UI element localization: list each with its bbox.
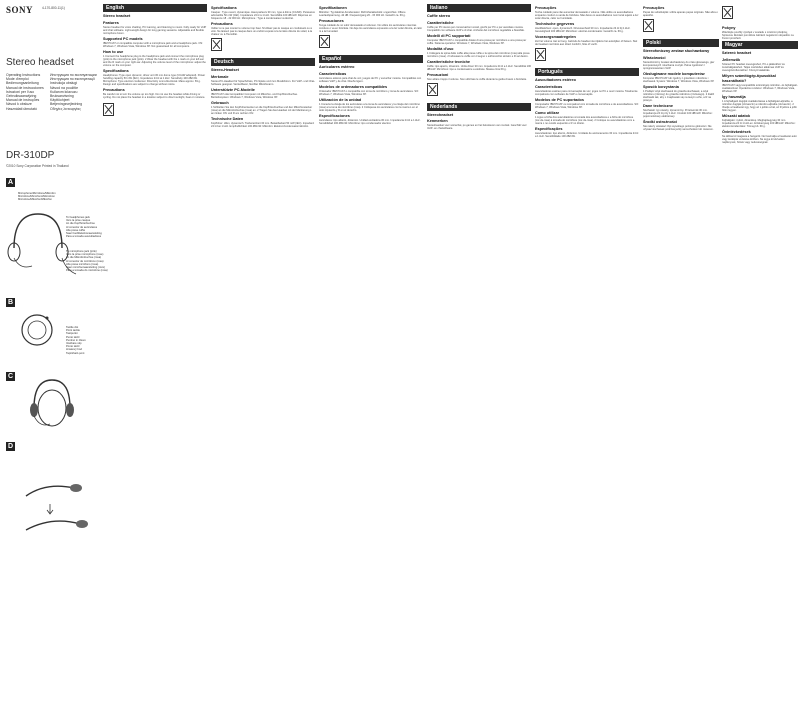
section-heading: How to use xyxy=(103,49,124,54)
figure-label: Tastpunkt xyxy=(66,332,78,336)
section-text: Computer IBM PC/AT o compatibile dotato di una presa per microfono e una presa per cuffie. Sistema operativo: Windows 7, Windows Vista, Windows XP. xyxy=(427,38,527,45)
section-text: Ordenador IBM PC/AT o compatible con toma de micrófono y toma de auriculares. SO: Windows 7, Windows Vista, Windows XP. xyxy=(319,89,419,96)
model-number: DR-310DP xyxy=(6,150,55,161)
document-reference: 4-170-800-11(1) xyxy=(42,6,65,10)
section-heading: Precautions xyxy=(103,88,125,93)
language-item: Betjeningsvejledning xyxy=(50,102,83,107)
section-heading: Stereo headset xyxy=(103,14,131,18)
figure-label: Para a tomada do microfone (rosa) xyxy=(66,269,108,273)
section-heading: Unterstützte PC-Modelle xyxy=(211,87,255,92)
figure-letter-c: C xyxy=(7,373,14,380)
brand-logo: SONY xyxy=(6,5,34,15)
section-heading: Precauzioni xyxy=(427,72,449,77)
section-heading: Dane techniczne xyxy=(643,104,673,109)
section-text: Stereo headset for voice chatting, PC Gaming, and listening to music. Fully ready for VoIP and chat software. Light-weight design for long gaming sessions. Adjustable and flexible microphone boom. xyxy=(103,25,207,35)
figure-label: Naar microfoonaansluiting (roze) xyxy=(66,266,105,270)
language-item: Istruzioni per l'uso xyxy=(6,89,35,94)
figure-label: Hmatový bod xyxy=(66,348,82,352)
section-heading: Como utilizar xyxy=(535,110,560,115)
section-text: Zet het volume niet te hoog. Gebruik de headset niet tijdens het autorijden of fietsen. Stel de headset niet bloot aan direct zonlicht, hitte of vocht. xyxy=(535,39,638,46)
section-heading: Specifications xyxy=(103,69,129,74)
language-item: Mode d'emploi xyxy=(6,77,29,82)
section-heading: Precauciones xyxy=(319,18,344,23)
language-item: Kullanım kılavuzu xyxy=(50,89,78,94)
section-text: Auriculares estéreo para chat de voz, juegos de PC y escuchar música. Compatibles con software VoIP y de chat. Diseño ligero. xyxy=(319,76,422,83)
section-text: Ne állítsa túl magasra a hangerőt. Ne használja a headsetet autó vagy kerékpár vezetése közben. Ne tegye ki közvetlen napfénynek, hőnek vagy nedvességnek. xyxy=(722,134,797,145)
figure-label: Microfone/Mikrofon/Mikrofon xyxy=(18,198,52,202)
section-heading: Milyen számítógép-típusokkal használható? xyxy=(722,73,776,83)
weee-bin-icon xyxy=(211,38,222,51)
section-text: Veillez à ne pas monter le volume trop haut. N'utilisez pas le casque en conduisant ou à vélo. Ne laissez pas le casque dans un endroit exposé à la lumière directe du soleil, à la chaleur ou à l'humidité. xyxy=(211,26,313,37)
figure-label: To microphone jack (pink) xyxy=(66,250,97,253)
language-list-right xyxy=(50,73,97,111)
section-heading: Cuffie stereo xyxy=(427,14,451,18)
section-heading: Features xyxy=(103,20,119,25)
language-item: Instrukcja obsługi xyxy=(50,81,78,86)
section-heading: Technische gegevens xyxy=(535,22,575,27)
language-heading: Magyar xyxy=(722,41,798,49)
language-heading: English xyxy=(103,4,207,12)
section-heading: Sposób korzystania xyxy=(643,84,679,89)
weee-bin-icon xyxy=(722,6,733,19)
section-text: Casque : Type ouvert, dynamique. Haut-parleurs 30 mm, type à dôme (CCAW). Puissance admissible 50 mW (CEI). Impédance 24 Ω à 1 kHz. Sensibilité 100 dB/mW. Réponse en fréquence 18 - 22 000 Hz. Microphone : Type à condensateur à électret. xyxy=(211,10,315,20)
section-text: 1 A fejhallgató dugóját csatlakoztassa a fejhallgató-aljzatba, a mikrofon dugóját (rózsaszín) a mikrofon-aljzatba (rózsaszín). 2 Viselje a headsetet úgy, hogy az L jelzés a bal, az R jelzés a jobb fülén legyen. xyxy=(722,99,797,112)
language-item: Bedienungsanleitung xyxy=(6,81,39,86)
section-text: Słuchawki: typ otwarty, dynamiczny. Przetwornik 30 mm. Impedancja 24 Ω przy 1 kHz. Czułość 100 dB/mW. Mikrofon: pojemnościowy elektretowy. xyxy=(643,108,713,118)
figure-d xyxy=(6,442,94,562)
figure-label: Punto táctil xyxy=(66,335,80,339)
language-item: Operating Instructions xyxy=(6,73,41,77)
section-text: Non alzare troppo il volume. Non utilizzare le cuffie durante la guida di auto o biciclette. xyxy=(427,77,527,81)
copyright: ©2010 Sony Corporation Printed in Thailand xyxy=(6,164,69,168)
language-item: Инструкция по експлуатації xyxy=(50,77,95,82)
section-text: IBM PC/AT oder kompatibler Computer mit Mikrofon- und Kopfhörerbuchse. Betriebssystem: Windows 7, Windows Vista, Windows XP. xyxy=(211,92,298,99)
section-text: Computador IBM PC/AT ou compatível com tomada de microfone e de auscultadores. SO: Windows 7, Windows Vista, Windows XP. xyxy=(535,102,639,109)
language-item: Manual de instrucciones xyxy=(6,85,44,90)
language-heading: Deutsch xyxy=(211,58,315,66)
language-heading: Español xyxy=(319,55,423,63)
language-heading: Português xyxy=(535,68,639,76)
section-heading: Stereoheadset xyxy=(427,112,454,117)
figure-label: To headphones jack xyxy=(66,216,90,219)
column-7 xyxy=(722,4,798,707)
column-4 xyxy=(427,4,531,707)
figure-label: Tapintható pont xyxy=(66,351,85,355)
language-item: Gebruiksaanwijzing xyxy=(6,94,37,99)
section-heading: Especificações xyxy=(535,126,563,131)
figure-label: Voelbare stip xyxy=(66,342,82,346)
section-heading: Modelli di PC supportati xyxy=(427,33,471,38)
section-text: IBM PC/AT vagy kompatibilis számítógép mikrofon- és fejhallgató-csatlakozóval. Operációs rendszer: Windows 7, Windows Vista, Windows XP. xyxy=(722,83,798,93)
figure-label: Naar hoofdtelefoonaansluiting xyxy=(66,232,102,236)
section-text: Kopfhörer: offen, dynamisch. Treibereinheit 30 mm. Belastbarkeit 50 mW (IEC). Impedanz 24 Ω bei 1 kHz. Empfindlichkeit 100 dB/mW. Mikrofon: Elektret-Kondensatormikrofon. xyxy=(211,121,315,128)
section-heading: Műszaki adatok xyxy=(722,114,751,118)
section-heading: Características xyxy=(319,71,347,76)
figure-label: Vers la prise casque xyxy=(66,219,91,223)
figure-label: Microphone/Microfone/Mikrofon xyxy=(18,192,56,195)
section-heading: Spécifications xyxy=(211,6,237,10)
section-heading: Modalità d'uso xyxy=(427,46,454,51)
section-text: 1 Podłącz wtyk słuchawek do gniazda słuchawek, a wtyk mikrofonu (różowy) do gniazda mikrofonu (różowego). 2 Załóż słuchawki tak, aby L znajdowało się na lewym uchu, a R na prawym. xyxy=(643,89,715,102)
section-text: Cuffie per PC stereo per conversazioni vocali, giochi per PC e per ascoltare musica. Compatibili con software VoIP e di chat. Archetto del microfono regolabile e flessibile. xyxy=(427,25,525,32)
tactile-dot-icon xyxy=(46,317,49,320)
language-item: Käyttöohjeet xyxy=(50,98,70,103)
section-text: Stereofoniczny zestaw słuchawkowy do czatu głosowego, gier komputerowych i słuchania muzyki. Pełna zgodność z oprogramowaniem VoIP. xyxy=(643,60,715,70)
section-heading: Modelos de ordenadores compatibles xyxy=(319,84,388,89)
section-heading: Utilización de la unidad xyxy=(319,97,362,102)
section-heading: Précautions xyxy=(211,22,233,27)
weee-bin-icon xyxy=(535,48,546,61)
figure-letter-d: D xyxy=(7,443,14,450)
figure-a xyxy=(6,178,108,278)
figure-label: Ponto táctil xyxy=(66,345,80,349)
section-text: 1 Conecte la clavija de los auriculares a la toma de auriculares y la clavija del micrófono (rosa) a la toma de micrófono (rosa). 2 Colóquese los auriculares con la marca L en el oído izquierdo y R en el derecho. xyxy=(319,102,420,112)
section-text: Mikrofon: Typ Elektret-Kondensator. Richtcharakteristik: ungerichtet. Offene Leerlaufspannung -42 dB. Frequenzgang 20 - 15 000 Hz. Gewicht ca. 69 g. xyxy=(319,10,406,17)
section-heading: Pokyny xyxy=(722,26,736,30)
figure-label: Para a tomada auscultadores xyxy=(66,235,102,239)
section-heading: Właściwości xyxy=(643,55,666,60)
language-heading: Polski xyxy=(643,39,719,47)
section-heading: Características xyxy=(535,84,563,89)
figure-label: Puntino in rilievo xyxy=(66,338,86,342)
figure-label: Al conector de auriculares xyxy=(66,225,98,229)
figure-letter-b: B xyxy=(7,299,14,306)
section-heading: Stereo-Headset xyxy=(211,68,239,73)
section-text: Stereo-PC-Headset für Sprachchats, PC-Spiele und zum Musikhören. Für VoIP- und Chat-Software geeignet. Verstellbarer, flexibler Mikrofonarm. xyxy=(211,79,315,86)
language-item: Инструкция по эксплуатации xyxy=(50,73,97,77)
weee-bin-icon xyxy=(103,103,114,116)
language-item: Οδηγίες λειτουργίας xyxy=(50,106,81,111)
section-text: Sztereó PC headset csevegéshez, PC-s játékokhoz és zenehallgatáshoz. Teljes mértékben alkalmas VoIP és csevegőszoftverekhez. Könnyű kialakítás. xyxy=(722,62,785,72)
figure-c xyxy=(6,372,94,432)
figure-b xyxy=(6,298,94,358)
section-heading: Especificaciones xyxy=(319,113,350,118)
section-text: Fejhallgató: nyitott, dinamikus. Meghajtóegység 30 mm. Impedancia 24 Ω 1 kHz-en. Érzékenység 100 dB/mW. Mikrofon: elektret kondenzátor. Tömeg kb. 69 g. xyxy=(722,118,796,128)
section-text: Tenha cuidado para não aumentar demasiado o volume. Não utilize os auscultadores enquanto conduz ou anda de bicicleta. Não deixe os auscultadores num local sujeito a luz solar directa, calor ou humidade. xyxy=(535,10,639,20)
section-text: Komputer IBM PC/AT lub zgodny z gniazdem mikrofonu i słuchawek. System: Windows 7, Windows Vista, Windows XP. xyxy=(643,76,715,83)
figure-label: Micrófono/Microfono/Microfoon xyxy=(18,195,55,199)
wearing-headset-illustration xyxy=(22,374,82,432)
section-text: Cuffie: tipo aperto, dinamico. Unità driver 30 mm. Impedenza 24 Ω a 1 kHz. Sensibilità 100 dB/mW. Microfono: tipo a condensatore a elettrete. Massa circa 69 g. xyxy=(427,64,531,71)
figure-label: Tactile dot xyxy=(66,326,79,329)
language-item: Návod na použitie xyxy=(50,85,79,90)
section-text: Headphones: Type open dynamic, driver unit 30 mm dome type (CCAW adopted). Power handling capacity 50 mW (IEC). Impedance 24 Ω at 1 kHz. Sensitivity 100 dB/mW. Microphone: Type electret condenser. Directivity omni-directional. Mass approx. 69 g. Design and specifications are subject to change without notice. xyxy=(103,73,206,87)
section-heading: Modelos de PC suportados xyxy=(535,97,584,102)
language-heading: Italiano xyxy=(427,4,531,12)
section-text: IBM PC/AT or compatible computer with a microphone jack and a headphone jack. OS: Windows 7, Windows Vista, Windows XP. Not guaranteed for all computers. xyxy=(103,41,203,48)
figure-label: An die Kopfhörerbuchse xyxy=(66,222,95,226)
section-heading: Kenmerken xyxy=(427,119,448,124)
section-heading: Precauções xyxy=(643,6,665,10)
section-heading: Spezifikationen xyxy=(319,6,347,10)
section-text: Nie należy ustawiać zbyt wysokiego poziomu głośności. Nie używać słuchawek podczas jazdy samochodem lub rowerem. xyxy=(643,124,714,131)
product-title: Stereo headset xyxy=(6,57,74,68)
section-heading: Auriculares estéreo xyxy=(319,65,355,70)
section-heading: Így használja xyxy=(722,94,746,99)
language-item: Návod k obsluze xyxy=(6,102,32,107)
section-text: Stereoheadset voor voicechat, pc-games en het beluisteren van muziek. Geschikt voor VoIP- en chatsoftware. xyxy=(427,124,527,131)
section-heading: Voorzorgsmaatregelen xyxy=(535,35,576,40)
language-list-left xyxy=(6,73,44,111)
figure-letter-a: A xyxy=(7,179,14,186)
section-text: Zlikvidujte použitý výrobek v souladu s místními předpisy. Správnou likvidací pomůžete zabránit negativním dopadům na životní prostředí. xyxy=(722,30,794,40)
language-item: Használati útmutató xyxy=(6,106,37,111)
microphone-adjust-illustration xyxy=(16,446,94,556)
earpiece-illustration xyxy=(16,304,58,354)
column-6 xyxy=(643,4,719,707)
section-heading: Środki ostrożności xyxy=(643,120,678,125)
language-item: Bruksanvisning xyxy=(50,94,74,99)
figure-label: Vers la prise microphone (rose) xyxy=(66,253,104,257)
section-text: Tenga cuidado de no subir demasiado el volumen. No utilice los auriculares mientras conduce o va en bicicleta. No deje los auriculares expuestos a la luz solar directa, al calor ni a la humedad. xyxy=(319,23,423,33)
section-heading: Stereofoniczny zestaw słuchawkowy xyxy=(643,48,710,53)
section-heading: Precauções xyxy=(535,6,557,10)
section-text: 1 Connect the headphone plug to the headphone jack and connect the microphone plug (pink) to the microphone jack (pink). 2 Wear the headset with the L mark on your left ear and the R mark on your right ear. Adjusting the volume level of the microphone: adjust the volume on the computer. xyxy=(103,54,206,67)
section-heading: Obsługiwane modele komputerów xyxy=(643,71,705,76)
language-item: Manual de instruções xyxy=(6,98,40,103)
figure-label: Alla presa microfono (rosa) xyxy=(66,262,99,266)
section-heading: Óvintézkedések xyxy=(722,130,751,135)
section-heading: Supported PC models xyxy=(103,36,143,41)
section-text: Auscultadores estéreo para conversação de voz, jogos no PC e ouvir música. Totalmente compatíveis com software de VoIP e conversação. xyxy=(535,89,638,96)
section-heading: Jellemzők xyxy=(722,57,741,62)
section-text: Auriculares: tipo abierto, dinámico. Unidad excitadora 30 mm. Impedancia 24 Ω a 1 kHz. Sensibilidad 100 dB/mW. Micrófono: tipo condensador electret. xyxy=(319,118,421,125)
section-heading: Auscultadores estéreo xyxy=(535,78,576,83)
figure-label: An die Mikrofonbuchse (rosa) xyxy=(66,256,102,260)
section-heading: Gebrauch xyxy=(211,100,229,105)
column-2 xyxy=(211,4,315,707)
section-heading: Sztereó headset xyxy=(722,51,752,56)
section-heading: Caratteristiche xyxy=(427,20,454,25)
section-text: Auscultadores: tipo aberto, dinâmico. Unidade de accionamento 30 mm. Impedância 24 Ω a 1 kHz. Sensibilidade 100 dB/mW. xyxy=(535,131,639,138)
column-1 xyxy=(103,4,207,707)
section-heading: Technische Daten xyxy=(211,117,244,121)
section-text: Hoofdtelefoon: open, dynamisch. Drivereenheid 30 mm. Impedantie 24 Ω bij 1 kHz. Gevoeligheid 100 dB/mW. Microfoon: electret-condensator. Gewicht ca. 69 g. xyxy=(535,26,631,33)
section-text: 1 Ligue a ficha dos auscultadores à tomada dos auscultadores e a ficha do microfone (cor-de-rosa) à tomada do microfone (cor-de-rosa). 2 Coloque os auscultadores com a marca L no ouvido esquerdo e R no direito. xyxy=(535,115,635,125)
weee-bin-icon xyxy=(643,19,654,32)
figure-label: Point tactile xyxy=(66,329,80,333)
column-3 xyxy=(319,4,423,707)
figure-label: Al conector de micrófono (rosa) xyxy=(66,259,104,263)
language-heading: Nederlands xyxy=(427,103,531,111)
section-text: 1 Collegare la spina delle cuffie alla presa cuffie e la spina del microfono (rosa) alla presa microfono (rosa). 2 Indossare le cuffie con il segno L sull'orecchio sinistro e R sul destro. xyxy=(427,51,530,58)
section-text: Be careful not to turn the volume up too high. Do not use the headset while driving or cycling. Do not place the headset in a location subject to direct sunlight, heat or moisture. xyxy=(103,93,206,100)
section-text: 1 Schließen Sie den Kopfhörerstecker an die Kopfhörerbuchse und den Mikrofonstecker (rosa) an die Mikrofonbuchse (rosa) an. 2 Tragen Sie das Headset mit der Markierung L am linken Ohr und R am rechten Ohr. xyxy=(211,105,313,115)
column-5 xyxy=(535,4,639,707)
section-text: Peças de substituição: utilize apenas peças originais. Não abra o aparelho. xyxy=(643,10,718,17)
section-heading: Merkmale xyxy=(211,74,229,79)
section-heading: Caratteristiche tecniche xyxy=(427,59,471,64)
weee-bin-icon xyxy=(427,83,438,96)
weee-bin-icon xyxy=(319,35,330,48)
figure-label: Alla presa cuffie xyxy=(66,228,86,232)
